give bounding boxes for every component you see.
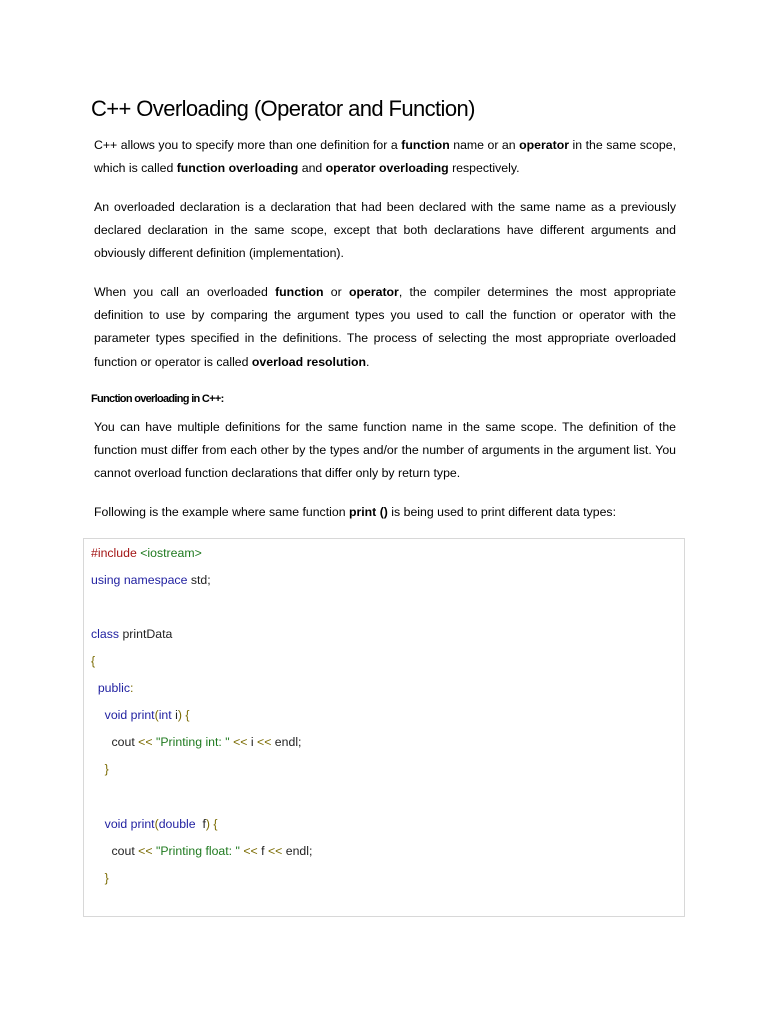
text-run: is being used to print different data types:: [387, 505, 616, 519]
bold-term: operator: [348, 285, 399, 299]
text-run: name or an: [449, 138, 520, 152]
code-token: <<: [267, 844, 283, 858]
text-run: respectively.: [448, 161, 520, 176]
text-run: and: [298, 161, 326, 176]
code-token: print: [130, 708, 155, 722]
code-block: [83, 538, 685, 917]
code-token: std;: [187, 573, 211, 587]
resolution-paragraph: [94, 281, 676, 374]
text-run: C++ allows you to specify more than one definition for a: [94, 138, 402, 152]
example-intro-paragraph: [94, 501, 676, 524]
code-token: ): [177, 708, 182, 722]
code-line: [91, 761, 109, 777]
code-token: [91, 817, 105, 831]
code-token: public: [97, 681, 130, 695]
code-token: <<: [243, 844, 258, 858]
code-token: <<: [138, 735, 153, 749]
code-token: [91, 871, 105, 885]
code-token: [91, 681, 98, 695]
bold-term: print (): [348, 505, 388, 519]
code-line: [91, 545, 202, 561]
text-run: in the same scope, which is called: [94, 138, 677, 176]
code-token: "Printing float: ": [155, 844, 240, 858]
code-token: void: [104, 708, 128, 722]
code-token: i: [247, 735, 258, 749]
code-token: <iostream>: [140, 546, 202, 560]
code-token: [91, 708, 105, 722]
bold-term: operator overloading: [325, 161, 449, 176]
code-line: [91, 870, 109, 886]
code-line: [91, 626, 172, 642]
code-token: using: [91, 573, 121, 587]
code-line: [91, 707, 189, 723]
code-token: endl;: [271, 735, 302, 749]
code-token: ): [205, 817, 210, 831]
code-token: {: [185, 708, 190, 722]
code-line: [91, 680, 133, 696]
code-token: {: [91, 654, 96, 668]
code-line: [91, 734, 301, 750]
section-heading: Function overloading in C++:: [91, 393, 224, 405]
bold-term: function: [401, 138, 450, 152]
text-run: When you call an overloaded: [94, 285, 276, 299]
code-token: double: [158, 817, 196, 831]
code-token: print: [130, 817, 155, 831]
code-line: [91, 816, 218, 832]
bold-term: overload resolution: [251, 354, 367, 369]
code-line: [91, 843, 312, 859]
code-token: cout: [91, 844, 139, 858]
code-token: f: [195, 817, 206, 831]
intro-paragraph: [94, 134, 676, 180]
bold-term: operator: [519, 138, 570, 152]
code-token: #include: [91, 546, 141, 560]
code-token: }: [104, 871, 109, 885]
code-token: <<: [138, 844, 153, 858]
bold-term: function: [275, 285, 324, 299]
code-token: (: [154, 817, 159, 831]
page-title: C++ Overloading (Operator and Function): [91, 96, 475, 121]
code-token: cout: [91, 735, 139, 749]
bold-term: function overloading: [176, 161, 299, 176]
code-token: "Printing int: ": [155, 735, 230, 749]
code-token: i: [171, 708, 178, 722]
code-token: <<: [257, 735, 272, 749]
code-token: [91, 762, 105, 776]
code-line: [91, 653, 95, 669]
text-run: Following is the example where same function: [94, 505, 349, 519]
overloading-paragraph: You can have multiple definitions for the same function name in the same scope. The definition of the function must differ from each other by the types and/or the number of arguments in the argument list. You cannot overload function declarations that differ only by return type.: [94, 420, 676, 481]
code-token: {: [213, 817, 218, 831]
text-run: or: [323, 285, 349, 299]
code-token: int: [158, 708, 172, 722]
code-token: :: [129, 681, 134, 695]
code-line: [91, 572, 211, 588]
code-token: (: [154, 708, 159, 722]
code-token: }: [104, 762, 109, 776]
text-run: , the compiler determines the most appropriate definition to use by comparing the argument types you used to call the function or operator with the parameter types specified in the definitions. The process of selecting the most appropriate overloaded function or operator is called: [94, 285, 676, 369]
code-token: void: [104, 817, 128, 831]
code-token: namespace: [123, 573, 188, 587]
code-token: <<: [233, 735, 248, 749]
text-run: .: [366, 354, 370, 369]
code-token: class: [91, 627, 120, 641]
code-token: printData: [119, 627, 173, 641]
code-token: f: [257, 844, 268, 858]
code-token: endl;: [282, 844, 313, 858]
declaration-paragraph: An overloaded declaration is a declaration that had been declared with the same name as a previously declared declaration in the same scope, except that both declarations have different arguments and obviously different definition (implementation).: [94, 200, 676, 261]
